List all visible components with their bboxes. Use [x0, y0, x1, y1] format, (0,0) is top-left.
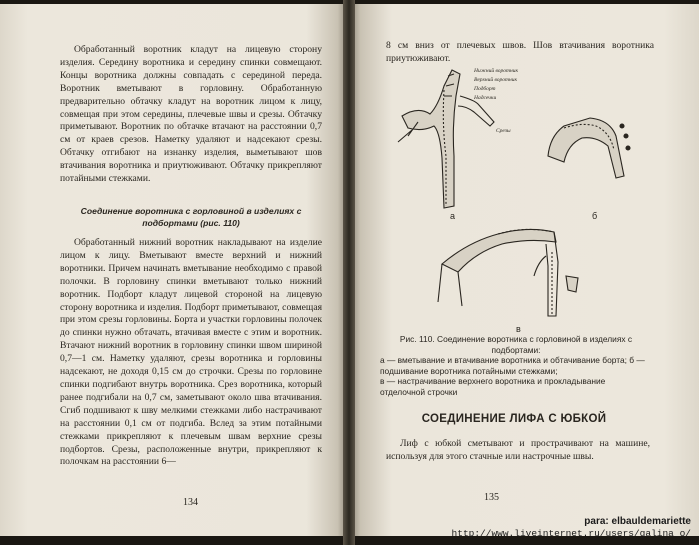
watermark-author: para: elbauldemariette: [584, 516, 691, 527]
collar-illustration: [378, 66, 658, 338]
callout-upper-collar: Верхний воротник: [474, 77, 518, 83]
figure-110: [378, 66, 658, 338]
callout-notches: Надсечки: [474, 95, 497, 101]
left-section-heading: Соединение воротника с горловиной в изделиях с подбортами (рис. 110): [80, 206, 302, 228]
right-paragraph-1: 8 см вниз от плечевых швов. Шов втачивания воротника приутюживают.: [386, 40, 654, 64]
panel-label-a: а: [450, 211, 456, 221]
page-number-right: 135: [484, 492, 499, 503]
panel-label-v: в: [516, 324, 521, 334]
caption-line-b: в — настрачивание верхнего воротника и прокладывание отделочной строчки: [380, 376, 606, 397]
figure-callouts: [473, 67, 518, 134]
panel-label-b: б: [592, 211, 598, 221]
callout-edges: Срезы: [496, 128, 511, 134]
book-gutter: [343, 0, 355, 545]
callout-lower-collar: Нижний воротник: [474, 68, 519, 74]
caption-line-a: а — вметывание и втачивание воротника и обтачивание борта; б — подшивание воротника потайными стежками;: [380, 355, 645, 376]
watermark: [452, 516, 691, 540]
caption-title: Рис. 110. Соединение воротника с горловиной в изделиях с подбортами:: [399, 334, 633, 355]
callout-facing: Подборт: [474, 86, 496, 92]
left-paragraph-2: Обработанный нижний воротник накладывают на изделие лицом к лицу. Вметывают вместе верхний и нижний воротники. Причем начинать вметывание необходимо с правой полочки. В горловину спинки вметывают только нижний воротник. Подборт кладут лицевой стороной на лицевую сторону воротника и изделия. Подборт приметывают, совмещая при этом срезы горловины. Борта и участки горловины полочек до спинки нужно обтачать, втачивая вместе с этим и воротник. Втачают нижний воротник в горловину спинки швом шириной 0,7—1 см. Наметку удаляют, срезы воротника и горловины надсекают, не доходя 0,15 см до строчки. Срезы по горловине спинки подгибают внутрь воротника. Срез воротника, который ранее подгибали на 0,7 см, заметывают около шва втачивания. Сгиб подшивают к шву мелкими стежками либо настрачивают на расстоянии 0,1 см от подгиба. Вслед за этим потайными стежками прикрепляют к плечевым швам верхние срезы подбортов. Срезы, расположенные внутри, прикрепляют к полочкам на расстоянии 6—: [60, 237, 322, 468]
figure-caption: [380, 334, 652, 398]
watermark-url: http://www.liveinternet.ru/users/galina_o/: [451, 528, 691, 539]
right-section-heading: СОЕДИНЕНИЕ ЛИФА С ЮБКОЙ: [421, 413, 607, 425]
page-number-left: 134: [183, 497, 198, 508]
right-paragraph-2: Лиф с юбкой сметывают и прострачивают на машине, используя для этого стачные или настрочные швы.: [386, 438, 650, 462]
left-paragraph-1: Обработанный воротник кладут на лицевую сторону изделия. Середину воротника и середину спинки совмещают. Концы воротника должны совпадать с серединой переда. Воротник вметывают в горловину. Обработанную предварительно обтачку кладут на воротник лицом к лицу, совмещая при этом середины, плечевые швы и срезы. Обтачку приметывают. Воротник по обтачке втачают на расстоянии 0,7 см от краев срезов. Наметку удаляют и надсекают срезы. Обтачку отгибают на изнанку изделия, выметывают шов втачивания воротника и приутюживают. Обтачку прикрепляют потайными стежками.: [60, 44, 322, 185]
